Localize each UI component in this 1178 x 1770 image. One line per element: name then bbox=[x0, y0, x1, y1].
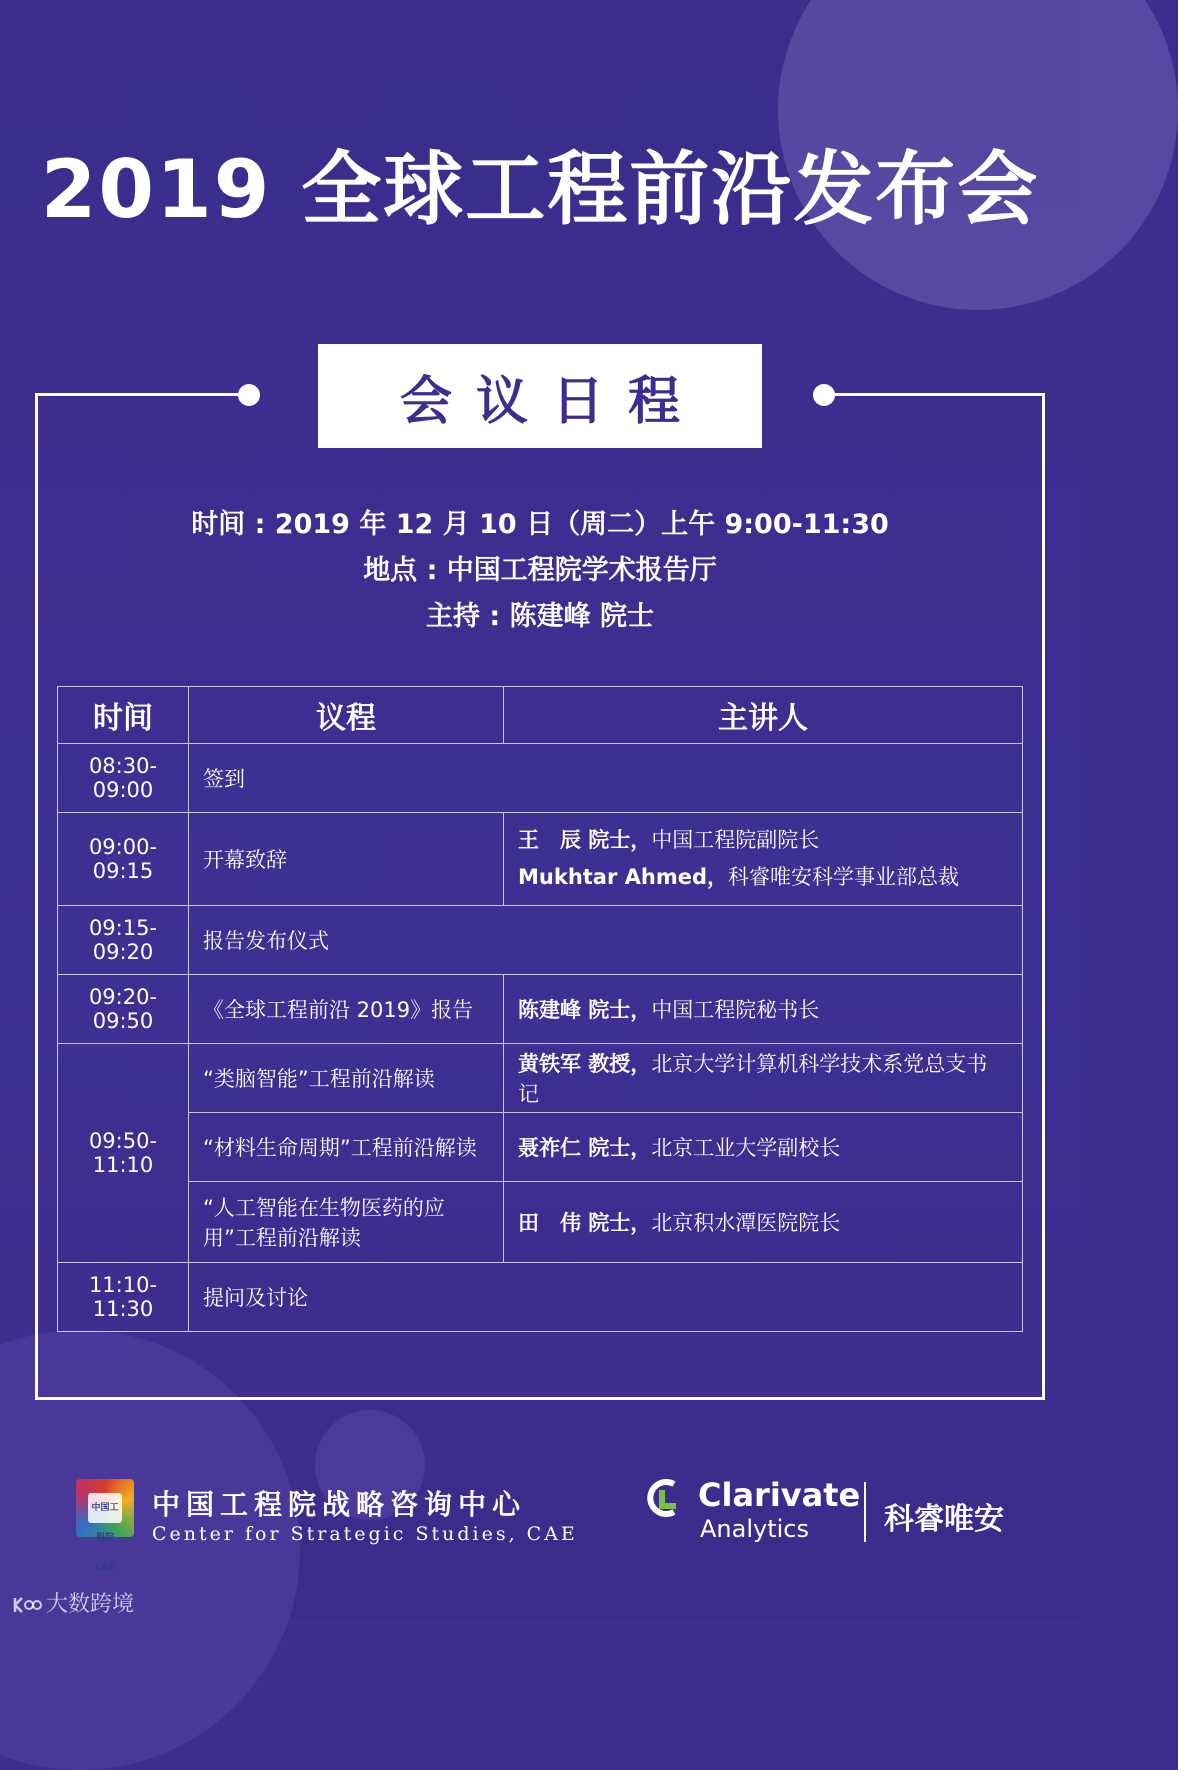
speaker-title: 科睿唯安科学事业部总裁 bbox=[728, 865, 959, 889]
cae-logo-text: 中国工程院 CAE bbox=[88, 1493, 122, 1523]
cae-name-cn: 中国工程院战略咨询中心 bbox=[152, 1488, 527, 1521]
table-row bbox=[58, 1182, 1023, 1263]
speaker-name: 王 辰 院士， bbox=[518, 828, 652, 852]
row-agenda: 开幕致辞 bbox=[189, 813, 504, 906]
row-speakers bbox=[504, 1113, 1023, 1182]
row-time: 09:50-11:10 bbox=[58, 1044, 189, 1263]
speaker-title: 北京积水潭医院院长 bbox=[651, 1211, 841, 1235]
info-host: 主持 : 陈建峰 院士 bbox=[426, 601, 654, 632]
row-time: 09:15-09:20 bbox=[58, 906, 189, 975]
row-agenda: 《全球工程前沿 2019》报告 bbox=[189, 975, 504, 1044]
row-agenda: 签到 bbox=[189, 744, 1023, 813]
row-speakers bbox=[504, 975, 1023, 1044]
row-agenda: 提问及讨论 bbox=[189, 1263, 1023, 1332]
table-row bbox=[58, 906, 1023, 975]
header-speaker: 主讲人 bbox=[504, 687, 1023, 744]
info-location: 地点 : 中国工程院学术报告厅 bbox=[363, 555, 717, 586]
table-row bbox=[58, 1263, 1023, 1332]
cae-logo-icon bbox=[76, 1479, 134, 1573]
row-agenda: “人工智能在生物医药的应用”工程前沿解读 bbox=[189, 1182, 504, 1263]
frame-line-right bbox=[825, 393, 1045, 396]
section-title-box bbox=[318, 344, 762, 448]
speaker-line bbox=[518, 822, 1008, 859]
row-agenda: 报告发布仪式 bbox=[189, 906, 1023, 975]
info-time: 时间 : 2019 年 12 月 10 日（周二）上午 9:00-11:30 bbox=[191, 509, 889, 540]
table-row bbox=[58, 813, 1023, 906]
watermark-text: 大数跨境 bbox=[46, 1592, 135, 1617]
footer-divider bbox=[864, 1482, 866, 1542]
speaker-name: Mukhtar Ahmed， bbox=[518, 865, 728, 889]
logo-icon bbox=[12, 1594, 42, 1616]
frame-dot-left bbox=[238, 384, 260, 406]
cae-name-en: Center for Strategic Studies, CAE bbox=[152, 1523, 578, 1545]
header-agenda: 议程 bbox=[189, 687, 504, 744]
row-speakers bbox=[504, 1182, 1023, 1263]
frame-dot-right bbox=[813, 384, 835, 406]
speaker-name: 聂祚仁 院士， bbox=[518, 1136, 652, 1160]
speaker-name: 陈建峰 院士， bbox=[518, 998, 652, 1022]
row-time: 11:10-11:30 bbox=[58, 1263, 189, 1332]
header-time: 时间 bbox=[58, 687, 189, 744]
clarivate-subtitle: Analytics bbox=[700, 1515, 809, 1543]
table-row bbox=[58, 744, 1023, 813]
speaker-title: 中国工程院副院长 bbox=[651, 828, 820, 852]
watermark bbox=[12, 1587, 134, 1618]
speaker-title: 北京工业大学副校长 bbox=[651, 1136, 841, 1160]
row-agenda: “材料生命周期”工程前沿解读 bbox=[189, 1113, 504, 1182]
page-title: 2019 全球工程前沿发布会 bbox=[40, 143, 1040, 236]
row-time: 08:30-09:00 bbox=[58, 744, 189, 813]
table-row bbox=[58, 1113, 1023, 1182]
speaker-line bbox=[518, 859, 1008, 896]
speaker-name: 黄铁军 教授， bbox=[518, 1052, 652, 1076]
frame-line-left bbox=[35, 393, 250, 396]
table-header-row bbox=[58, 687, 1023, 744]
speaker-title: 北京大学计算机科学技术系党总支书记 bbox=[518, 1052, 988, 1106]
row-speakers bbox=[504, 1044, 1023, 1113]
clarivate-name-cn: 科睿唯安 bbox=[884, 1502, 1004, 1537]
table-row bbox=[58, 975, 1023, 1044]
row-time: 09:20-09:50 bbox=[58, 975, 189, 1044]
row-time: 09:00-09:15 bbox=[58, 813, 189, 906]
clarivate-logo-icon bbox=[648, 1478, 688, 1518]
speaker-title: 中国工程院秘书长 bbox=[651, 998, 820, 1022]
row-agenda: “类脑智能”工程前沿解读 bbox=[189, 1044, 504, 1113]
clarivate-name: Clarivate bbox=[698, 1476, 861, 1514]
table-row bbox=[58, 1044, 1023, 1113]
row-speakers bbox=[504, 813, 1023, 906]
agenda-table bbox=[57, 686, 1023, 1332]
speaker-name: 田 伟 院士， bbox=[518, 1211, 652, 1235]
section-title: 会议日程 bbox=[399, 371, 704, 432]
